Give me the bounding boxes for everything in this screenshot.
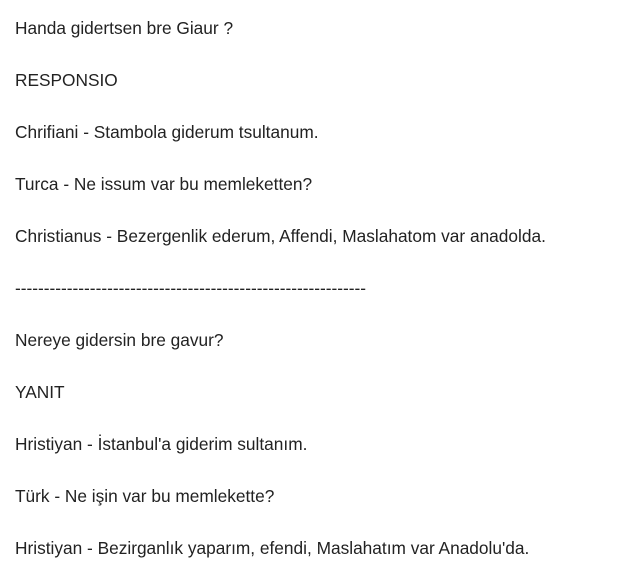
turkish-yanit-heading: YANIT xyxy=(15,382,65,402)
separator-line: ------------------------------------------------------------- xyxy=(15,278,367,298)
latin-christian-answer-1: Chrifiani - Stambola giderum tsultanum. xyxy=(15,122,319,142)
turkish-christian-answer-1: Hristiyan - İstanbul'a giderim sultanım. xyxy=(15,434,308,454)
latin-question: Handa gidertsen bre Giaur ? xyxy=(15,18,234,38)
latin-responsio-heading: RESPONSIO xyxy=(15,70,118,90)
document-body xyxy=(15,15,632,587)
turkish-question: Nereye gidersin bre gavur? xyxy=(15,330,224,350)
turkish-christian-answer-2: Hristiyan - Bezirganlık yaparım, efendi, Maslahatım var Anadolu'da. xyxy=(15,538,530,558)
latin-turk-question: Turca - Ne issum var bu memleketten? xyxy=(15,174,313,194)
latin-christian-answer-2: Christianus - Bezergenlik ederum, Affendi, Maslahatom var anadolda. xyxy=(15,226,546,246)
turkish-turk-question: Türk - Ne işin var bu memlekette? xyxy=(15,486,275,506)
